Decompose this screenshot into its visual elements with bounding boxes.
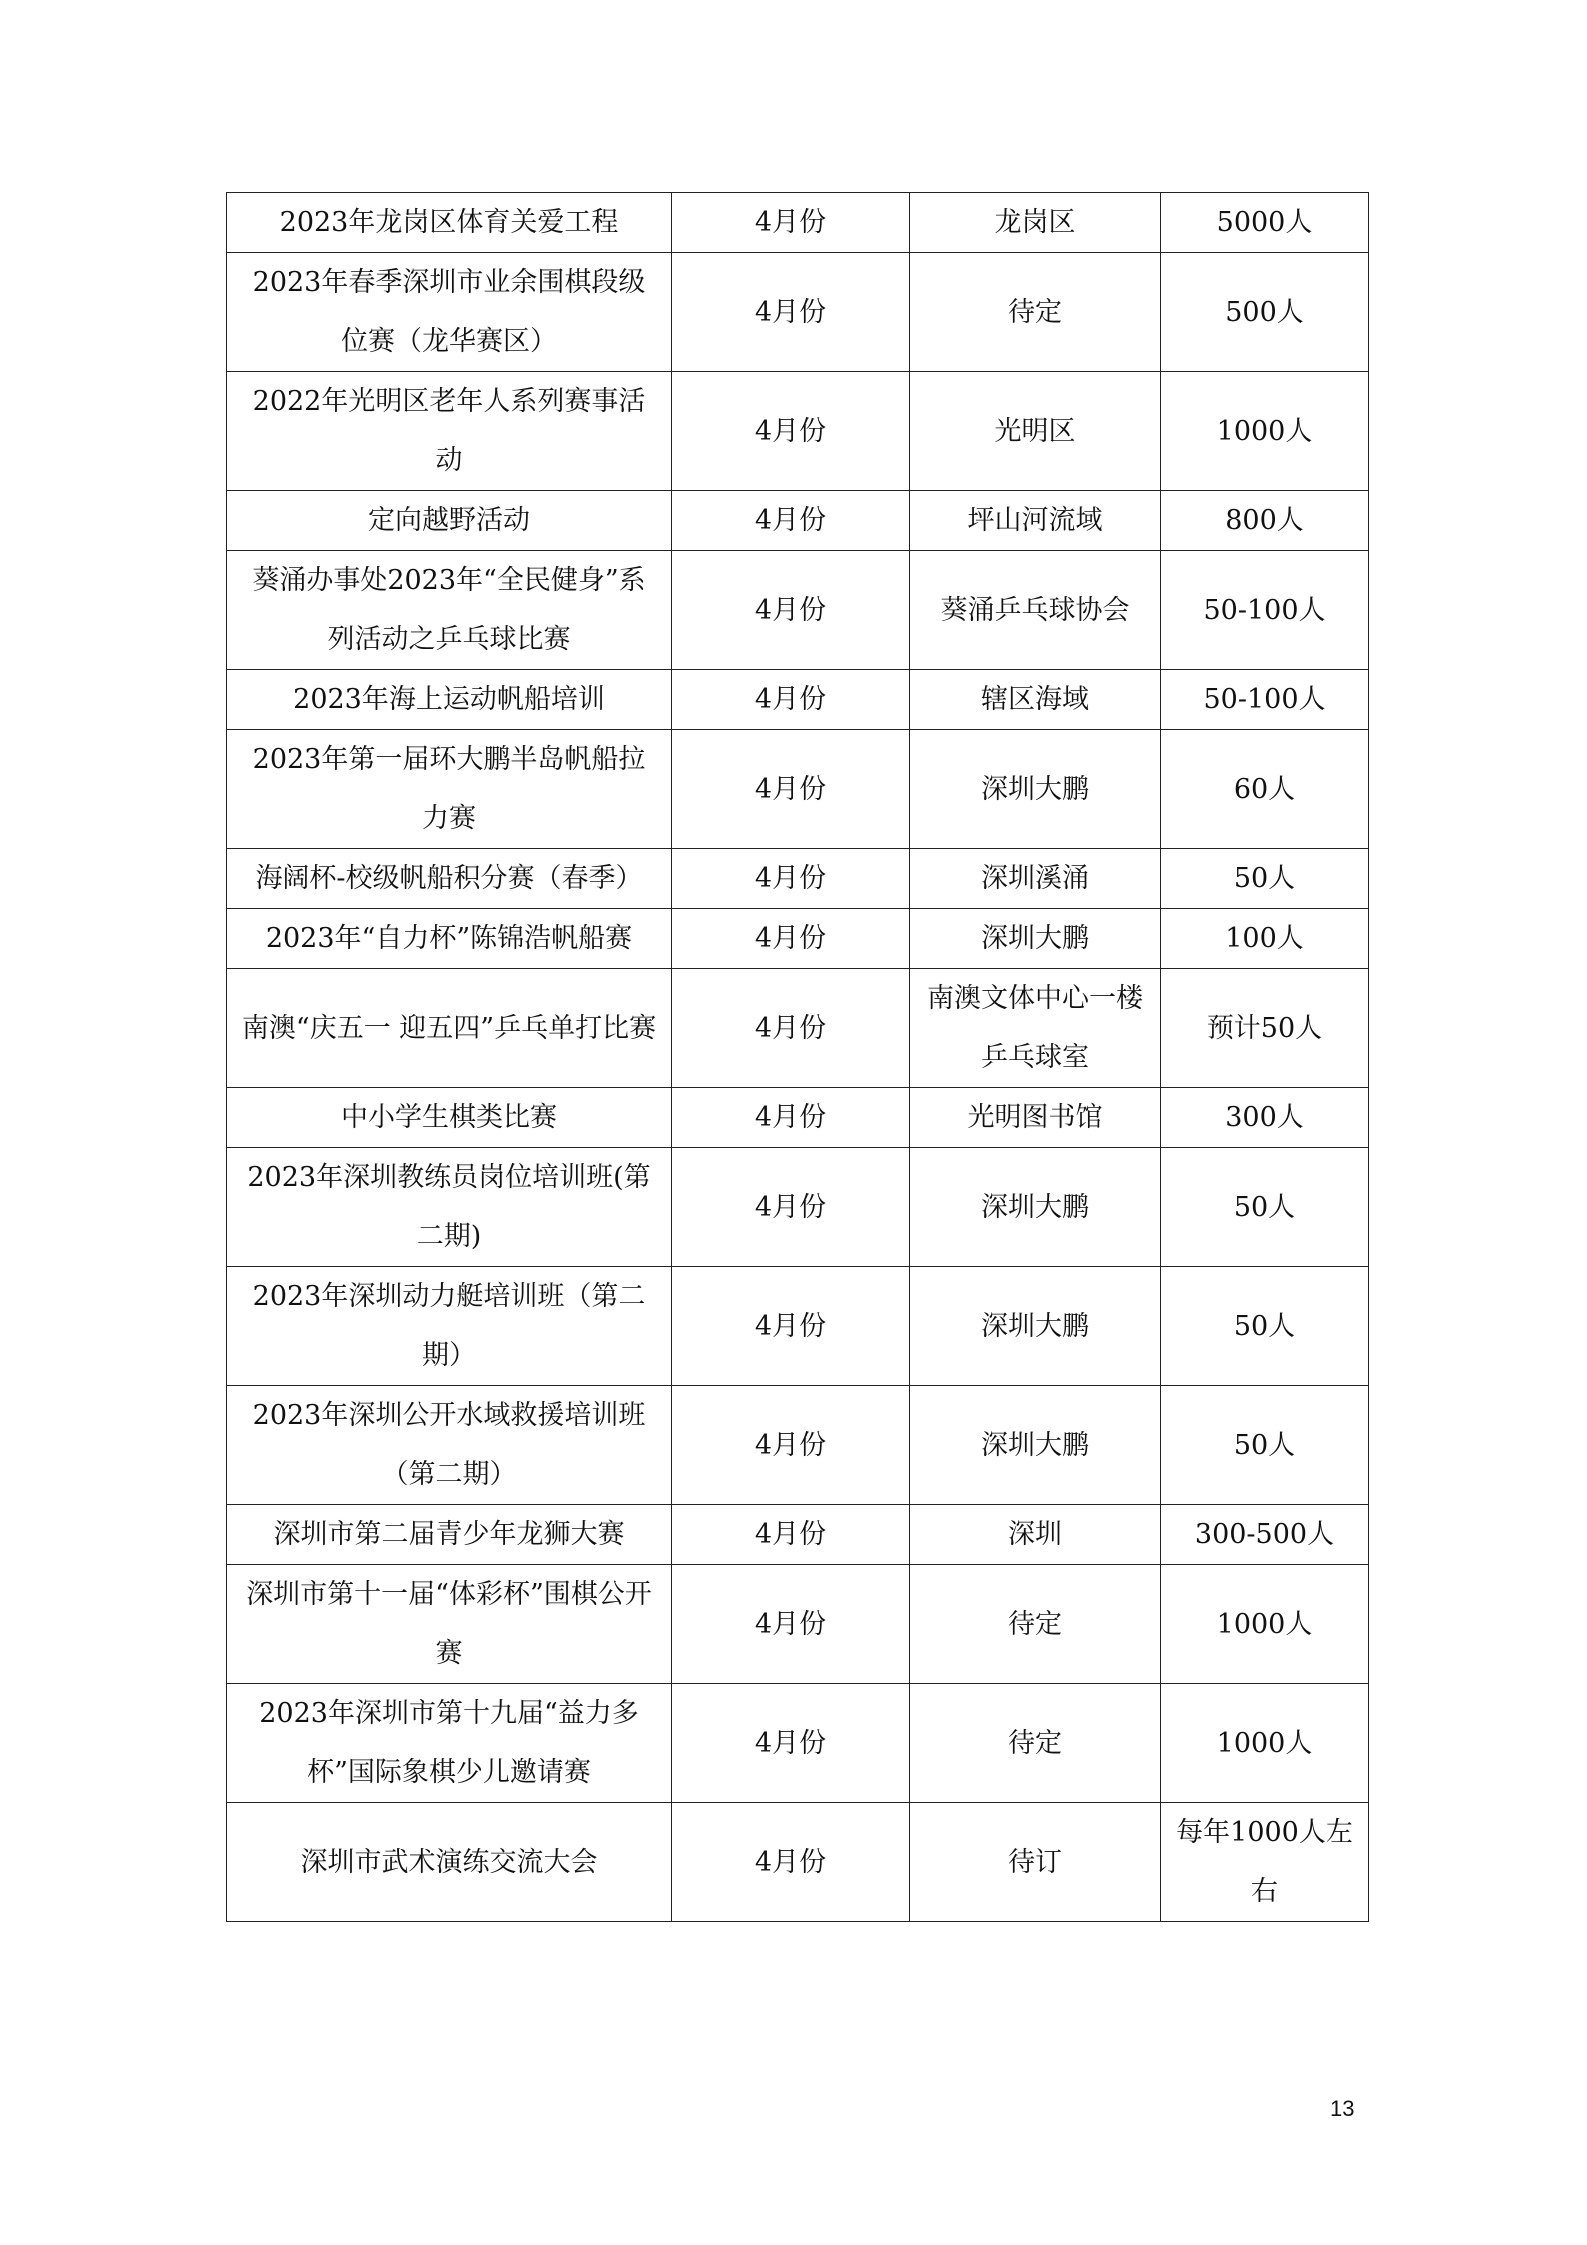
event-venue-cell: 深圳大鹏 xyxy=(910,730,1161,849)
event-name-cell: 2023年春季深圳市业余围棋段级位赛（龙华赛区） xyxy=(227,253,672,372)
event-time-cell: 4月份 xyxy=(672,1565,910,1684)
event-venue-cell: 深圳大鹏 xyxy=(910,909,1161,969)
event-name-cell: 定向越野活动 xyxy=(227,491,672,551)
event-scale-cell: 每年1000人左右 xyxy=(1161,1803,1369,1922)
event-time-cell: 4月份 xyxy=(672,1505,910,1565)
table-row xyxy=(227,1505,1369,1565)
event-scale-cell: 50人 xyxy=(1161,1148,1369,1267)
table-row xyxy=(227,1565,1369,1684)
table-row xyxy=(227,491,1369,551)
table-row xyxy=(227,253,1369,372)
table-row xyxy=(227,1148,1369,1267)
event-time-cell: 4月份 xyxy=(672,730,910,849)
event-time-cell: 4月份 xyxy=(672,193,910,253)
table-row xyxy=(227,551,1369,670)
event-time-cell: 4月份 xyxy=(672,1803,910,1922)
page-number: 13 xyxy=(1330,2096,1355,2121)
event-venue-cell: 龙岗区 xyxy=(910,193,1161,253)
table-body xyxy=(227,193,1369,1922)
event-scale-cell: 50-100人 xyxy=(1161,551,1369,670)
event-venue-cell: 深圳大鹏 xyxy=(910,1267,1161,1386)
event-scale-cell: 1000人 xyxy=(1161,1684,1369,1803)
event-name-cell: 2023年深圳市第十九届“益力多杯”国际象棋少儿邀请赛 xyxy=(227,1684,672,1803)
event-scale-cell: 50人 xyxy=(1161,849,1369,909)
event-venue-cell: 深圳大鹏 xyxy=(910,1386,1161,1505)
table-row xyxy=(227,670,1369,730)
event-time-cell: 4月份 xyxy=(672,969,910,1088)
event-venue-cell: 坪山河流域 xyxy=(910,491,1161,551)
event-time-cell: 4月份 xyxy=(672,551,910,670)
event-time-cell: 4月份 xyxy=(672,372,910,491)
event-venue-cell: 南澳文体中心一楼乒乓球室 xyxy=(910,969,1161,1088)
table-row xyxy=(227,969,1369,1088)
event-time-cell: 4月份 xyxy=(672,491,910,551)
event-time-cell: 4月份 xyxy=(672,909,910,969)
event-name-cell: 2023年深圳动力艇培训班（第二期） xyxy=(227,1267,672,1386)
event-venue-cell: 待定 xyxy=(910,1565,1161,1684)
event-time-cell: 4月份 xyxy=(672,1386,910,1505)
event-scale-cell: 1000人 xyxy=(1161,1565,1369,1684)
event-venue-cell: 深圳大鹏 xyxy=(910,1148,1161,1267)
event-name-cell: 2023年第一届环大鹏半岛帆船拉力赛 xyxy=(227,730,672,849)
event-name-cell: 海阔杯-校级帆船积分赛（春季） xyxy=(227,849,672,909)
event-time-cell: 4月份 xyxy=(672,849,910,909)
event-time-cell: 4月份 xyxy=(672,1148,910,1267)
table-row xyxy=(227,372,1369,491)
event-schedule-table xyxy=(226,192,1369,1922)
event-name-cell: 2023年深圳公开水域救援培训班（第二期） xyxy=(227,1386,672,1505)
event-scale-cell: 预计50人 xyxy=(1161,969,1369,1088)
event-name-cell: 2023年深圳教练员岗位培训班(第二期) xyxy=(227,1148,672,1267)
event-name-cell: 中小学生棋类比赛 xyxy=(227,1088,672,1148)
event-time-cell: 4月份 xyxy=(672,1267,910,1386)
event-venue-cell: 待订 xyxy=(910,1803,1161,1922)
table-row xyxy=(227,1386,1369,1505)
event-scale-cell: 300人 xyxy=(1161,1088,1369,1148)
event-name-cell: 葵涌办事处2023年“全民健身”系列活动之乒乓球比赛 xyxy=(227,551,672,670)
event-venue-cell: 光明图书馆 xyxy=(910,1088,1161,1148)
event-scale-cell: 1000人 xyxy=(1161,372,1369,491)
table-row xyxy=(227,193,1369,253)
event-name-cell: 南澳“庆五一 迎五四”乒乓单打比赛 xyxy=(227,969,672,1088)
event-venue-cell: 光明区 xyxy=(910,372,1161,491)
table-row xyxy=(227,1684,1369,1803)
table-row xyxy=(227,909,1369,969)
event-venue-cell: 辖区海域 xyxy=(910,670,1161,730)
event-scale-cell: 50人 xyxy=(1161,1386,1369,1505)
event-venue-cell: 待定 xyxy=(910,253,1161,372)
event-name-cell: 2023年海上运动帆船培训 xyxy=(227,670,672,730)
event-scale-cell: 500人 xyxy=(1161,253,1369,372)
event-scale-cell: 50-100人 xyxy=(1161,670,1369,730)
event-scale-cell: 50人 xyxy=(1161,1267,1369,1386)
table-row xyxy=(227,1088,1369,1148)
event-venue-cell: 待定 xyxy=(910,1684,1161,1803)
event-time-cell: 4月份 xyxy=(672,670,910,730)
event-venue-cell: 葵涌乒乓球协会 xyxy=(910,551,1161,670)
event-name-cell: 2022年光明区老年人系列赛事活动 xyxy=(227,372,672,491)
event-name-cell: 2023年龙岗区体育关爱工程 xyxy=(227,193,672,253)
event-name-cell: 深圳市第二届青少年龙狮大赛 xyxy=(227,1505,672,1565)
event-name-cell: 深圳市第十一届“体彩杯”围棋公开赛 xyxy=(227,1565,672,1684)
table-row xyxy=(227,1803,1369,1922)
event-venue-cell: 深圳溪涌 xyxy=(910,849,1161,909)
event-name-cell: 2023年“自力杯”陈锦浩帆船赛 xyxy=(227,909,672,969)
event-time-cell: 4月份 xyxy=(672,1088,910,1148)
event-scale-cell: 800人 xyxy=(1161,491,1369,551)
event-scale-cell: 300-500人 xyxy=(1161,1505,1369,1565)
table-row xyxy=(227,849,1369,909)
event-scale-cell: 5000人 xyxy=(1161,193,1369,253)
event-scale-cell: 100人 xyxy=(1161,909,1369,969)
event-scale-cell: 60人 xyxy=(1161,730,1369,849)
event-time-cell: 4月份 xyxy=(672,253,910,372)
event-time-cell: 4月份 xyxy=(672,1684,910,1803)
event-venue-cell: 深圳 xyxy=(910,1505,1161,1565)
table-row xyxy=(227,1267,1369,1386)
table-row xyxy=(227,730,1369,849)
event-name-cell: 深圳市武术演练交流大会 xyxy=(227,1803,672,1922)
